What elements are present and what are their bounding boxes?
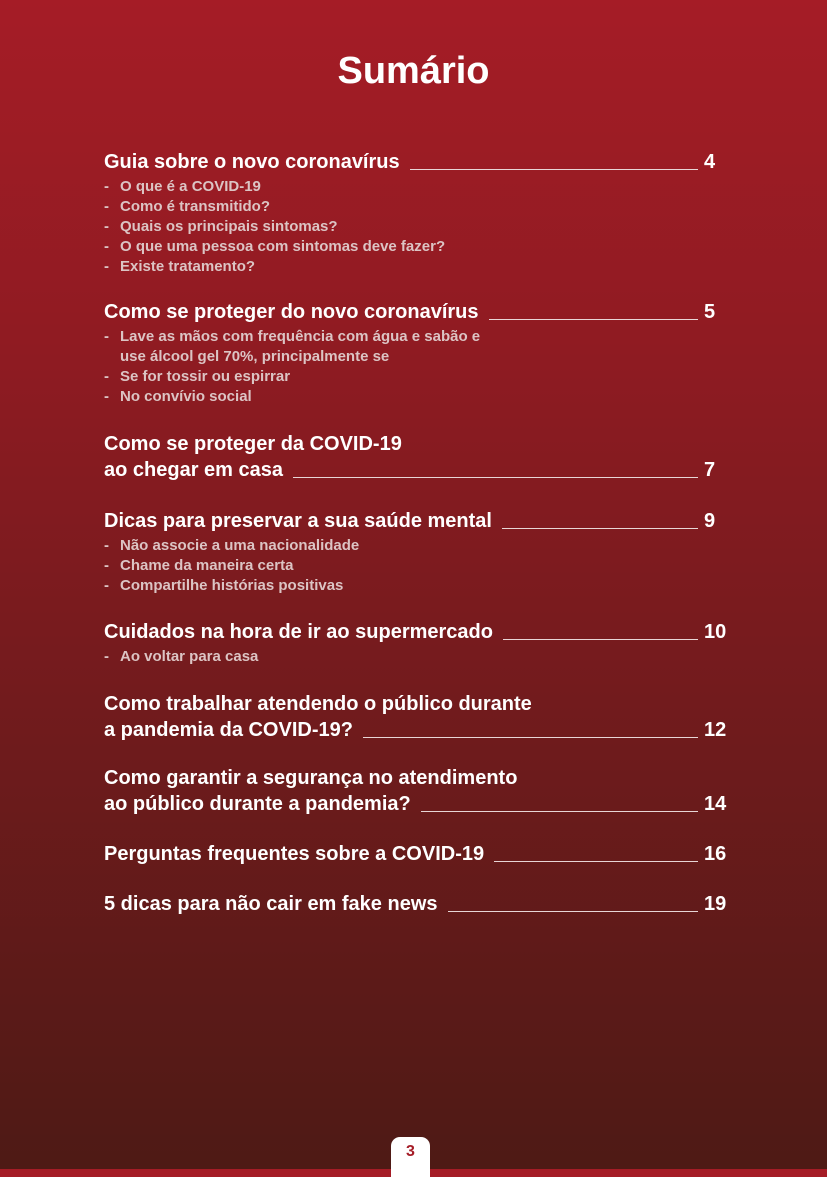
toc-page-number: 7 xyxy=(704,459,716,481)
toc-page-number: 19 xyxy=(704,893,727,915)
toc-leader-line xyxy=(494,861,698,862)
toc-entry-title: Dicas para preservar a sua saúde mental xyxy=(104,510,492,532)
toc-entry-title-continued: a pandemia da COVID-19? xyxy=(104,719,353,741)
toc-leader-line xyxy=(421,811,698,812)
toc-entry[interactable] xyxy=(104,299,728,407)
toc-page-number: 5 xyxy=(704,301,716,323)
toc-subtopic: - Como é transmitido? xyxy=(104,198,271,215)
toc-page-number: 16 xyxy=(704,843,727,865)
toc-leader-line xyxy=(410,169,698,170)
toc-subtopic-list xyxy=(104,647,728,667)
toc-subtopic: - Compartilhe histórias positivas xyxy=(104,577,344,594)
toc-entry-heading xyxy=(104,791,728,817)
toc-entry-heading xyxy=(104,149,728,175)
toc-entry-title: 5 dicas para não cair em fake news xyxy=(104,893,438,915)
toc-entry-title: Cuidados na hora de ir ao supermercado xyxy=(104,621,493,643)
toc-entry[interactable] xyxy=(104,891,728,917)
toc-entry[interactable] xyxy=(104,431,728,483)
toc-page-number: 9 xyxy=(704,510,716,532)
toc-entry-heading xyxy=(104,619,728,645)
toc-entry-title: Guia sobre o novo coronavírus xyxy=(104,151,400,173)
toc-entry-heading-first-line xyxy=(104,691,728,717)
toc-subtopic: - Chame da maneira certa xyxy=(104,557,294,574)
toc-subtopic-list xyxy=(104,177,728,277)
toc-entry-title: Como garantir a segurança no atendimento xyxy=(104,767,518,789)
toc-entry-title: Como se proteger da COVID-19 xyxy=(104,433,402,455)
page-title: Sumário xyxy=(337,50,490,92)
toc-entry-heading xyxy=(104,457,728,483)
toc-leader-line xyxy=(503,639,698,640)
toc-entry-title-continued: ao chegar em casa xyxy=(104,459,283,481)
toc-subtopic: - Lave as mãos com frequência com água e sabão e xyxy=(104,328,481,345)
toc-entry[interactable] xyxy=(104,691,728,743)
toc-subtopic-continuation: use álcool gel 70%, principalmente se xyxy=(120,348,390,365)
toc-leader-line xyxy=(448,911,698,912)
toc-entry-heading xyxy=(104,841,728,867)
page-number: 3 xyxy=(406,1143,415,1160)
toc-entry-heading-first-line xyxy=(104,431,728,457)
toc-page-number: 4 xyxy=(704,151,716,173)
toc-entry[interactable] xyxy=(104,619,728,667)
page-number-tab xyxy=(391,1137,430,1177)
toc-subtopic-list xyxy=(104,327,728,407)
toc-subtopic: - Existe tratamento? xyxy=(104,258,256,275)
toc-entry[interactable] xyxy=(104,765,728,817)
toc-entry[interactable] xyxy=(104,149,728,277)
toc-entry-title: Perguntas frequentes sobre a COVID-19 xyxy=(104,843,485,865)
toc-subtopic: - Ao voltar para casa xyxy=(104,648,259,665)
toc-leader-line xyxy=(502,528,698,529)
toc-entry-heading xyxy=(104,717,728,743)
toc-subtopic: - No convívio social xyxy=(104,388,252,405)
toc-page-number: 12 xyxy=(704,719,727,741)
toc-entry[interactable] xyxy=(104,508,728,596)
toc-leader-line xyxy=(489,319,698,320)
toc-entry-title-continued: ao público durante a pandemia? xyxy=(104,793,411,815)
toc-subtopic: - O que uma pessoa com sintomas deve fazer? xyxy=(104,238,446,255)
toc-entry-heading xyxy=(104,508,728,534)
toc-subtopic: - Quais os principais sintomas? xyxy=(104,218,338,235)
toc-subtopic: - O que é a COVID-19 xyxy=(104,178,261,195)
toc-subtopic: - Não associe a uma nacionalidade xyxy=(104,537,360,554)
toc-page-number: 14 xyxy=(704,793,727,815)
toc-leader-line xyxy=(363,737,698,738)
toc-entry-title: Como trabalhar atendendo o público durante xyxy=(104,693,532,715)
toc-entry-heading-first-line xyxy=(104,765,728,791)
toc-entry-title: Como se proteger do novo coronavírus xyxy=(104,301,479,323)
toc-entry-heading xyxy=(104,891,728,917)
toc-leader-line xyxy=(293,477,698,478)
toc-page-number: 10 xyxy=(704,621,727,643)
toc-subtopic-list xyxy=(104,536,728,596)
toc-subtopic: - Se for tossir ou espirrar xyxy=(104,368,291,385)
toc-entry-heading xyxy=(104,299,728,325)
toc-entry[interactable] xyxy=(104,841,728,867)
